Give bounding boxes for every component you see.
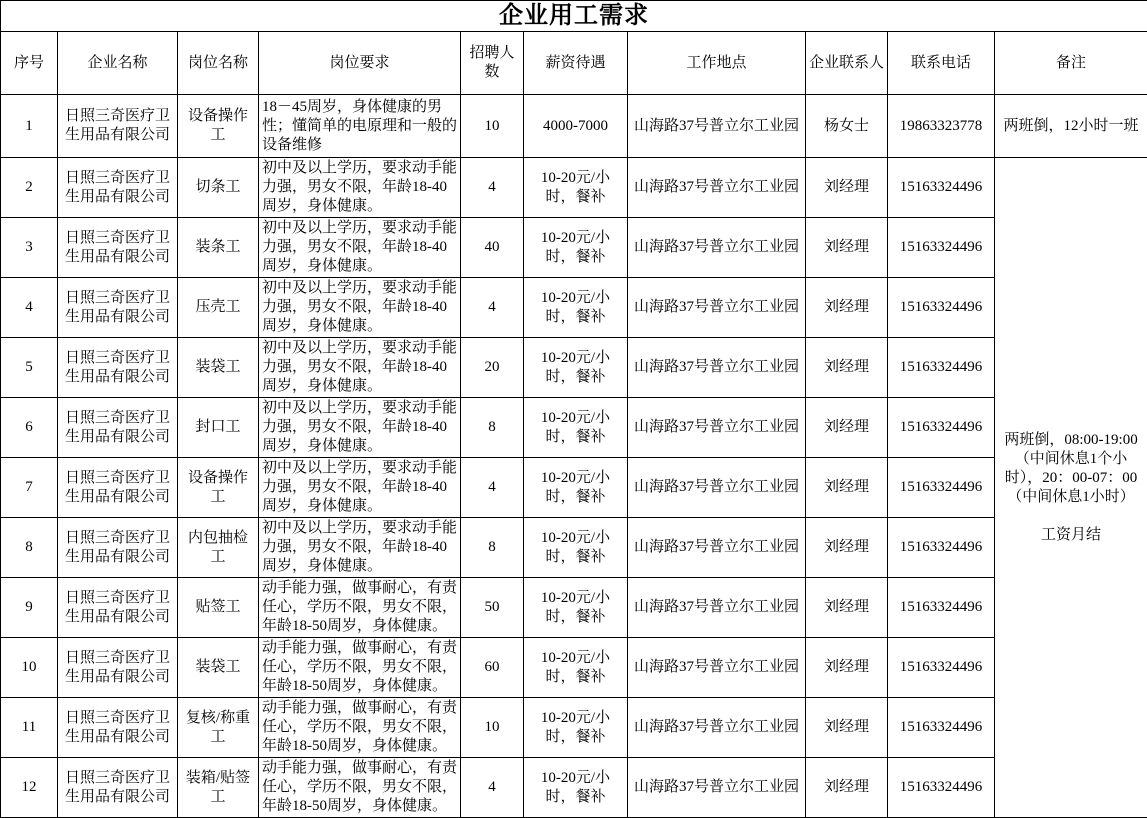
cell-company: 日照三奇医疗卫生用品有限公司 [58,278,178,338]
table-row [1,698,1147,758]
cell-location: 山海路37号普立尔工业园 [628,758,806,818]
page-title: 企业用工需求 [1,1,1147,32]
cell-no: 7 [1,458,58,518]
cell-salary: 10-20元/小时，餐补 [524,518,628,578]
cell-position: 装箱/贴签工 [178,758,259,818]
cell-requirements: 动手能力强，做事耐心，有责任心，学历不限，男女不限，年龄18-50周岁，身体健康。 [259,758,461,818]
table-row [1,638,1147,698]
cell-requirements: 初中及以上学历，要求动手能力强，男女不限，年龄18-40周岁，身体健康。 [259,518,461,578]
remark-pay-text: 工资月结 [998,526,1144,545]
table-row [1,458,1147,518]
cell-phone: 15163324496 [888,278,995,338]
cell-phone: 15163324496 [888,698,995,758]
cell-phone: 19863323778 [888,95,995,158]
col-header-phone: 联系电话 [888,32,995,95]
table-row [1,518,1147,578]
cell-requirements: 18－45周岁，身体健康的男性；懂简单的电原理和一般的设备维修 [259,95,461,158]
cell-contact: 刘经理 [806,158,888,218]
col-header-remark: 备注 [995,32,1147,95]
table-row [1,398,1147,458]
table-row [1,578,1147,638]
table-row [1,158,1147,218]
cell-no: 4 [1,278,58,338]
cell-position: 封口工 [178,398,259,458]
cell-phone: 15163324496 [888,578,995,638]
cell-no: 6 [1,398,58,458]
cell-phone: 15163324496 [888,758,995,818]
cell-no: 1 [1,95,58,158]
cell-requirements: 初中及以上学历，要求动手能力强，男女不限，年龄18-40周岁，身体健康。 [259,458,461,518]
col-header-location: 工作地点 [628,32,806,95]
cell-headcount: 4 [461,758,524,818]
cell-no: 3 [1,218,58,278]
cell-location: 山海路37号普立尔工业园 [628,158,806,218]
cell-headcount: 40 [461,218,524,278]
table-row [1,95,1147,158]
cell-headcount: 4 [461,158,524,218]
cell-company: 日照三奇医疗卫生用品有限公司 [58,518,178,578]
cell-position: 设备操作工 [178,95,259,158]
col-header-position: 岗位名称 [178,32,259,95]
cell-company: 日照三奇医疗卫生用品有限公司 [58,95,178,158]
col-header-contact: 企业联系人 [806,32,888,95]
cell-contact: 刘经理 [806,638,888,698]
cell-phone: 15163324496 [888,638,995,698]
cell-phone: 15163324496 [888,158,995,218]
cell-company: 日照三奇医疗卫生用品有限公司 [58,458,178,518]
cell-headcount: 8 [461,518,524,578]
cell-company: 日照三奇医疗卫生用品有限公司 [58,218,178,278]
cell-position: 压壳工 [178,278,259,338]
cell-location: 山海路37号普立尔工业园 [628,218,806,278]
col-header-requirements: 岗位要求 [259,32,461,95]
cell-position: 装袋工 [178,338,259,398]
table-row [1,338,1147,398]
cell-headcount: 10 [461,95,524,158]
cell-position: 装袋工 [178,638,259,698]
cell-company: 日照三奇医疗卫生用品有限公司 [58,758,178,818]
cell-salary: 10-20元/小时，餐补 [524,578,628,638]
table-row [1,758,1147,818]
cell-location: 山海路37号普立尔工业园 [628,518,806,578]
cell-company: 日照三奇医疗卫生用品有限公司 [58,578,178,638]
cell-no: 2 [1,158,58,218]
cell-requirements: 初中及以上学历，要求动手能力强，男女不限，年龄18-40周岁，身体健康。 [259,218,461,278]
cell-remark-merged [995,158,1147,818]
cell-location: 山海路37号普立尔工业园 [628,698,806,758]
cell-location: 山海路37号普立尔工业园 [628,278,806,338]
cell-contact: 刘经理 [806,518,888,578]
cell-salary: 10-20元/小时，餐补 [524,338,628,398]
cell-salary: 10-20元/小时，餐补 [524,158,628,218]
cell-position: 切条工 [178,158,259,218]
cell-no: 8 [1,518,58,578]
cell-position: 内包抽检工 [178,518,259,578]
cell-requirements: 初中及以上学历，要求动手能力强，男女不限，年龄18-40周岁，身体健康。 [259,398,461,458]
title-row [1,1,1147,32]
cell-no: 11 [1,698,58,758]
table-row [1,278,1147,338]
cell-phone: 15163324496 [888,458,995,518]
cell-location: 山海路37号普立尔工业园 [628,578,806,638]
cell-company: 日照三奇医疗卫生用品有限公司 [58,398,178,458]
cell-position: 贴签工 [178,578,259,638]
cell-contact: 刘经理 [806,398,888,458]
cell-headcount: 20 [461,338,524,398]
col-header-no: 序号 [1,32,58,95]
cell-phone: 15163324496 [888,518,995,578]
cell-contact: 刘经理 [806,578,888,638]
cell-phone: 15163324496 [888,398,995,458]
cell-no: 5 [1,338,58,398]
col-header-salary: 薪资待遇 [524,32,628,95]
col-header-company: 企业名称 [58,32,178,95]
cell-no: 10 [1,638,58,698]
cell-location: 山海路37号普立尔工业园 [628,398,806,458]
cell-contact: 刘经理 [806,698,888,758]
cell-location: 山海路37号普立尔工业园 [628,638,806,698]
cell-company: 日照三奇医疗卫生用品有限公司 [58,338,178,398]
cell-contact: 刘经理 [806,758,888,818]
cell-company: 日照三奇医疗卫生用品有限公司 [58,698,178,758]
cell-salary: 10-20元/小时，餐补 [524,758,628,818]
cell-company: 日照三奇医疗卫生用品有限公司 [58,158,178,218]
cell-requirements: 动手能力强，做事耐心，有责任心，学历不限，男女不限，年龄18-50周岁，身体健康。 [259,638,461,698]
cell-requirements: 动手能力强，做事耐心，有责任心，学历不限，男女不限，年龄18-50周岁，身体健康。 [259,698,461,758]
col-header-headcount: 招聘人数 [461,32,524,95]
cell-headcount: 4 [461,458,524,518]
cell-position: 复核/称重工 [178,698,259,758]
cell-phone: 15163324496 [888,218,995,278]
cell-salary: 10-20元/小时，餐补 [524,278,628,338]
cell-company: 日照三奇医疗卫生用品有限公司 [58,638,178,698]
cell-location: 山海路37号普立尔工业园 [628,458,806,518]
cell-requirements: 动手能力强，做事耐心，有责任心，学历不限，男女不限，年龄18-50周岁，身体健康。 [259,578,461,638]
cell-contact: 杨女士 [806,95,888,158]
cell-salary: 10-20元/小时，餐补 [524,398,628,458]
cell-salary: 10-20元/小时，餐补 [524,698,628,758]
cell-headcount: 60 [461,638,524,698]
cell-requirements: 初中及以上学历，要求动手能力强，男女不限，年龄18-40周岁，身体健康。 [259,278,461,338]
remark-shift-text: 两班倒，08:00-19:00（中间休息1个小时），20：00-07：00（中间休息1小时） [998,431,1144,507]
cell-salary: 4000-7000 [524,95,628,158]
cell-headcount: 10 [461,698,524,758]
cell-contact: 刘经理 [806,458,888,518]
cell-headcount: 4 [461,278,524,338]
cell-salary: 10-20元/小时，餐补 [524,218,628,278]
cell-salary: 10-20元/小时，餐补 [524,638,628,698]
cell-contact: 刘经理 [806,338,888,398]
table-row [1,218,1147,278]
cell-requirements: 初中及以上学历，要求动手能力强，男女不限，年龄18-40周岁，身体健康。 [259,158,461,218]
cell-salary: 10-20元/小时，餐补 [524,458,628,518]
cell-position: 装条工 [178,218,259,278]
cell-phone: 15163324496 [888,338,995,398]
cell-position: 设备操作工 [178,458,259,518]
cell-remark: 两班倒，12小时一班 [995,95,1147,158]
cell-contact: 刘经理 [806,218,888,278]
cell-location: 山海路37号普立尔工业园 [628,95,806,158]
cell-contact: 刘经理 [806,278,888,338]
cell-no: 12 [1,758,58,818]
cell-requirements: 初中及以上学历，要求动手能力强，男女不限，年龄18-40周岁，身体健康。 [259,338,461,398]
cell-no: 9 [1,578,58,638]
cell-headcount: 50 [461,578,524,638]
cell-location: 山海路37号普立尔工业园 [628,338,806,398]
cell-headcount: 8 [461,398,524,458]
column-header-row [1,32,1147,95]
